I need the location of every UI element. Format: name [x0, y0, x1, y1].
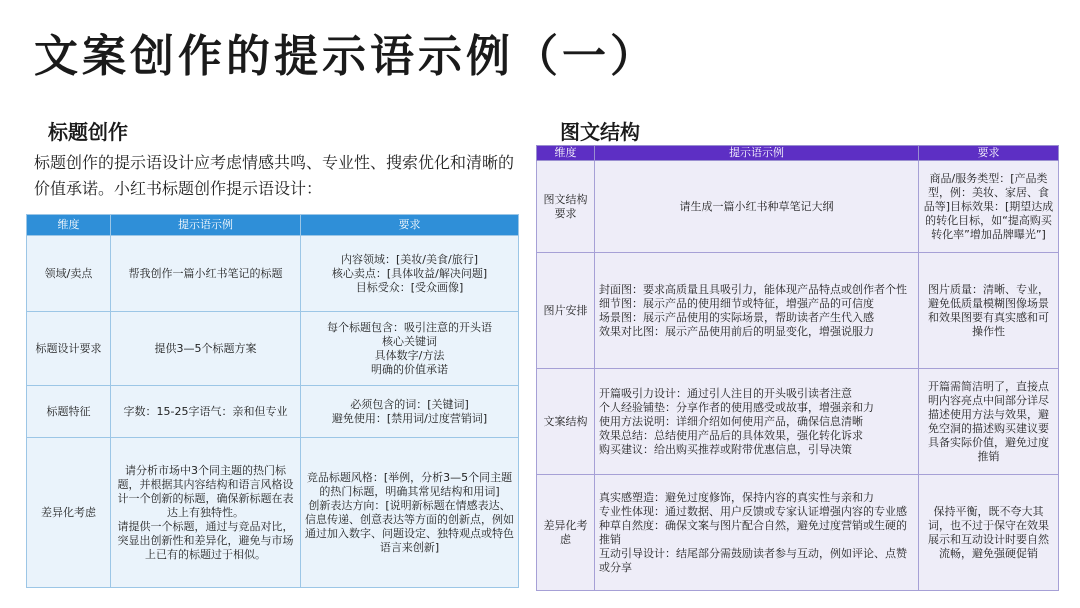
cell-text-line: 文案结构: [543, 414, 588, 428]
cell-example: [111, 386, 301, 438]
cell-text-line: 开篇需简洁明了，直接点明内容亮点中间部分详尽描述使用方法与效果，避免空洞的描述购买建议要具备实际价值，避免过度推销: [928, 379, 1049, 463]
table-row: [27, 438, 519, 588]
cell-requirement: [919, 253, 1059, 369]
right-table-body: [537, 161, 1059, 591]
cell-text-line: 核心卖点：[具体收益/解决问题]: [331, 266, 488, 280]
cell-example: [111, 312, 301, 386]
table-row: [27, 386, 519, 438]
header-dimension: 维度: [27, 215, 111, 236]
cell-text-line: 请生成一篇小红书种草笔记大纲: [679, 199, 834, 213]
cell-text-line: 请提供一个标题，通过与竞品对比，突显出创新性和差异化，避免与市场上已有的标题过于相似。: [117, 519, 294, 561]
cell-text-line: 提供3—5个标题方案: [154, 341, 257, 355]
cell-text-line: 使用方法说明：详细介绍如何使用产品，确保信息清晰: [599, 414, 863, 428]
table-header-row: [537, 146, 1059, 161]
cell-example: [595, 161, 919, 253]
left-section-title: 标题创作: [48, 120, 128, 144]
graphic-structure-table: [536, 145, 1059, 591]
cell-text-line: 场景图：展示产品使用的实际场景，帮助读者产生代入感: [599, 310, 874, 324]
right-section-title: 图文结构: [560, 120, 640, 144]
header-requirement: 要求: [919, 146, 1059, 161]
cell-text-line: 创新表达方向：[说明新标题在情感表达、信息传递、创意表达等方面的创新点，例如通过加入数字、问题设定、独特观点或特色语言来创新]: [305, 498, 514, 554]
cell-text-line: 个人经验铺垫：分享作者的使用感受或故事，增强亲和力: [599, 400, 874, 414]
header-requirement: 要求: [301, 215, 519, 236]
cell-text-line: 标题特征: [46, 404, 91, 418]
cell-dimension: [27, 236, 111, 312]
cell-text-line: 竞品标题风格：[举例，分析3—5个同主题的热门标题，明确其常见结构和用词]: [306, 470, 513, 498]
cell-text-line: 差异化考虑: [543, 518, 588, 546]
cell-example: [595, 475, 919, 591]
table-row: [27, 312, 519, 386]
cell-requirement: [301, 386, 519, 438]
table-header-row: [27, 215, 519, 236]
cell-requirement: [301, 438, 519, 588]
table-row: [537, 475, 1059, 591]
cell-requirement: [919, 475, 1059, 591]
cell-example: [595, 369, 919, 475]
cell-text-line: 图片安排: [543, 303, 588, 317]
cell-text-line: 目标受众：[受众画像]: [355, 280, 464, 294]
cell-text-line: 开篇吸引力设计：通过引人注目的开头吸引读者注意: [599, 386, 852, 400]
cell-dimension: [537, 253, 595, 369]
cell-text-line: 真实感塑造：避免过度修饰，保持内容的真实性与亲和力: [599, 490, 874, 504]
cell-text-line: 核心关键词: [382, 334, 437, 348]
cell-dimension: [27, 386, 111, 438]
cell-text-line: 图文结构要求: [543, 192, 588, 220]
cell-text-line: 避免使用：[禁用词/过度营销词]: [331, 411, 488, 425]
cell-dimension: [537, 161, 595, 253]
cell-text-line: 差异化考虑: [41, 505, 96, 519]
cell-text-line: 封面图：要求高质量且具吸引力，能体现产品特点或创作者个性: [599, 282, 907, 296]
cell-text-line: 专业性体现：通过数据、用户反馈或专家认证增强内容的专业感: [599, 504, 907, 518]
cell-example: [111, 236, 301, 312]
cell-requirement: [301, 236, 519, 312]
cell-text-line: 字数：15-25字语气：亲和但专业: [123, 404, 288, 418]
header-dimension: 维度: [537, 146, 595, 161]
cell-requirement: [919, 369, 1059, 475]
cell-example: [595, 253, 919, 369]
cell-text-line: 商品/服务类型：[产品类型，例：美妆、家居、食品等]目标效果：[期望达成的转化目标，如“提高购买转化率”增加品牌曝光”]: [923, 171, 1054, 241]
cell-text-line: 每个标题包含：吸引注意的开头语: [327, 320, 492, 334]
cell-text-line: 标题设计要求: [35, 341, 102, 355]
cell-text-line: 图片质量：清晰、专业，避免低质量模糊图像场景和效果图要有真实感和可操作性: [928, 282, 1049, 338]
cell-dimension: [27, 312, 111, 386]
left-intro-text: 标题创作的提示语设计应考虑情感共鸣、专业性、搜索优化和清晰的价值承诺。小红书标题创作提示语设计：: [34, 153, 515, 198]
cell-text-line: 互动引导设计：结尾部分需鼓励读者参与互动，例如评论、点赞或分享: [599, 546, 907, 574]
cell-text-line: 效果总结：总结使用产品后的具体效果，强化转化诉求: [599, 428, 863, 442]
cell-dimension: [537, 475, 595, 591]
cell-text-line: 内容领域：[美妆/美食/旅行]: [341, 252, 478, 266]
cell-text-line: 必须包含的词：[关键词]: [350, 397, 469, 411]
table-row: [537, 161, 1059, 253]
title-prompt-table: [26, 214, 519, 588]
cell-example: [111, 438, 301, 588]
page-title: 文案创作的提示语示例（一）: [34, 31, 658, 82]
cell-text-line: 保持平衡，既不夸大其词，也不过于保守在效果展示和互动设计时要自然流畅，避免强硬促销: [928, 504, 1049, 560]
cell-dimension: [537, 369, 595, 475]
cell-text-line: 种草自然度：确保文案与图片配合自然，避免过度营销或生硬的推销: [599, 518, 907, 546]
header-example: 提示语示例: [595, 146, 919, 161]
table-row: [537, 253, 1059, 369]
cell-text-line: 领域/卖点: [44, 266, 93, 280]
cell-dimension: [27, 438, 111, 588]
header-example: 提示语示例: [111, 215, 301, 236]
cell-requirement: [301, 312, 519, 386]
table-row: [537, 369, 1059, 475]
table-row: [27, 236, 519, 312]
left-table-body: [27, 236, 519, 588]
cell-text-line: 细节图：展示产品的使用细节或特征，增强产品的可信度: [599, 296, 874, 310]
cell-requirement: [919, 161, 1059, 253]
cell-text-line: 帮我创作一篇小红书笔记的标题: [128, 266, 283, 280]
cell-text-line: 请分析市场中3个同主题的热门标题，并根据其内容结构和语言风格设计一个创新的标题，确保新标题在表达上有独特性。: [117, 463, 294, 519]
cell-text-line: 明确的价值承诺: [371, 362, 448, 376]
cell-text-line: 效果对比图：展示产品使用前后的明显变化，增强说服力: [599, 324, 874, 338]
cell-text-line: 购买建议：给出购买推荐或附带优惠信息，引导决策: [599, 442, 852, 456]
cell-text-line: 具体数字/方法: [374, 348, 445, 362]
